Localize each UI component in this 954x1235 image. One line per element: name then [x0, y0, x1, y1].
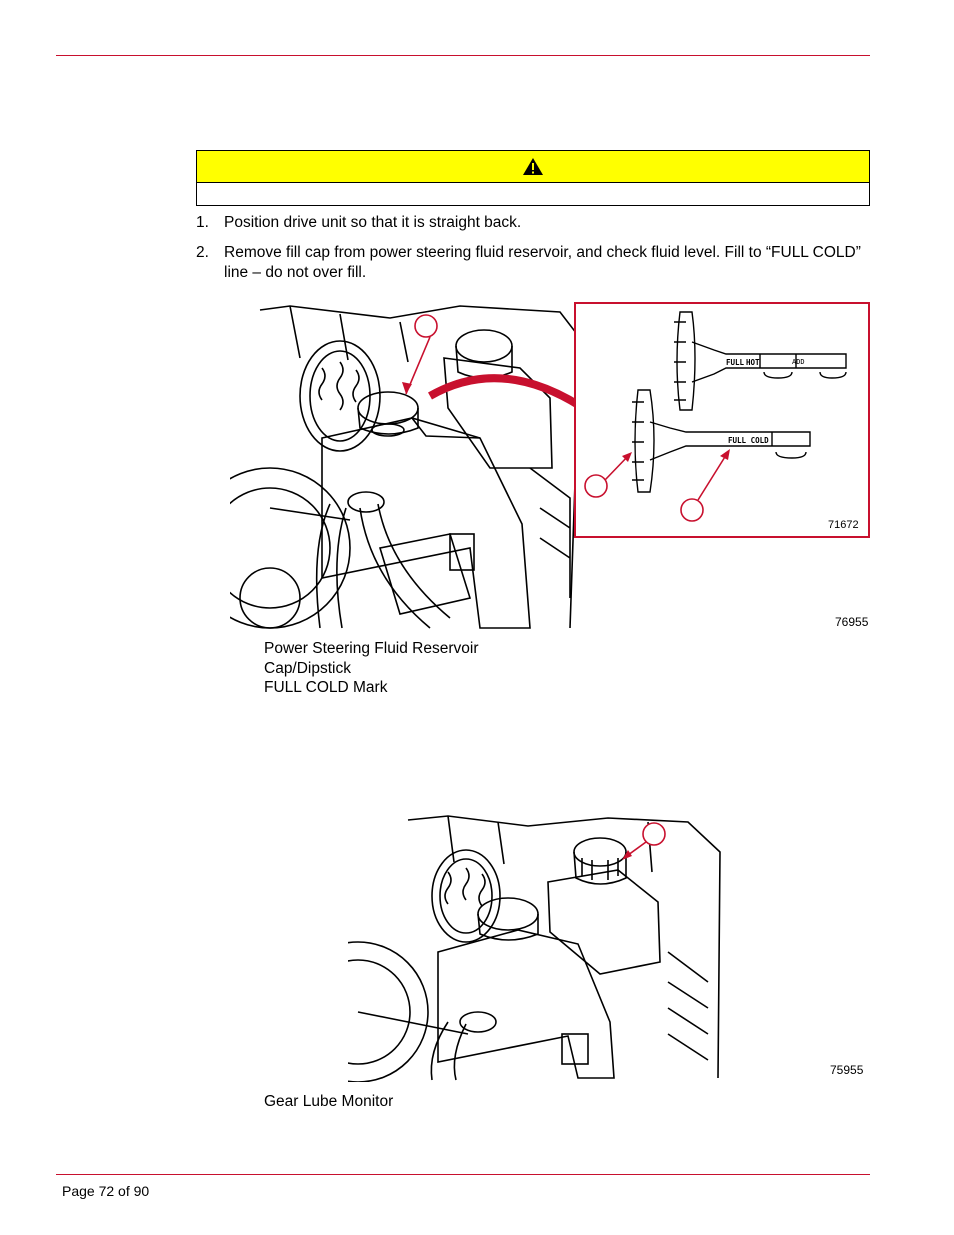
- dipstick-inset: [574, 302, 870, 538]
- dipstick-label-hot: HOT: [746, 358, 760, 367]
- step-number: 1.: [196, 214, 209, 231]
- step-number: 2.: [196, 244, 209, 261]
- step-text: Remove fill cap from power steering fluid reservoir, and check fluid level. Fill to “FULL COLD” line – do not over fill.: [224, 244, 861, 281]
- gear-lube-illustration: [348, 812, 726, 1082]
- step-text: Position drive unit so that it is straight back.: [224, 214, 522, 231]
- caption-line: FULL COLD Mark: [264, 679, 388, 696]
- figure-number: 75955: [830, 1063, 864, 1077]
- caption-line: Cap/Dipstick: [264, 659, 351, 677]
- header-rule: [56, 55, 870, 56]
- dipstick-label-full-cold: FULL COLD: [728, 436, 769, 445]
- warning-box: [196, 150, 870, 206]
- warning-header: [197, 151, 869, 183]
- figure-2-caption: Gear Lube Monitor: [264, 1093, 394, 1110]
- inset-figure-number: 71672: [828, 519, 859, 531]
- page-number: Page 72 of 90: [62, 1183, 150, 1199]
- dipstick-label-add: ADD: [792, 358, 805, 366]
- figure-number: 76955: [835, 615, 869, 629]
- caption-line: Power Steering Fluid Reservoir: [264, 640, 479, 657]
- dipstick-label-full: FULL: [726, 358, 745, 367]
- warning-triangle-icon: [522, 157, 544, 176]
- footer-rule: [56, 1174, 870, 1175]
- figure-1-captions: [264, 639, 479, 698]
